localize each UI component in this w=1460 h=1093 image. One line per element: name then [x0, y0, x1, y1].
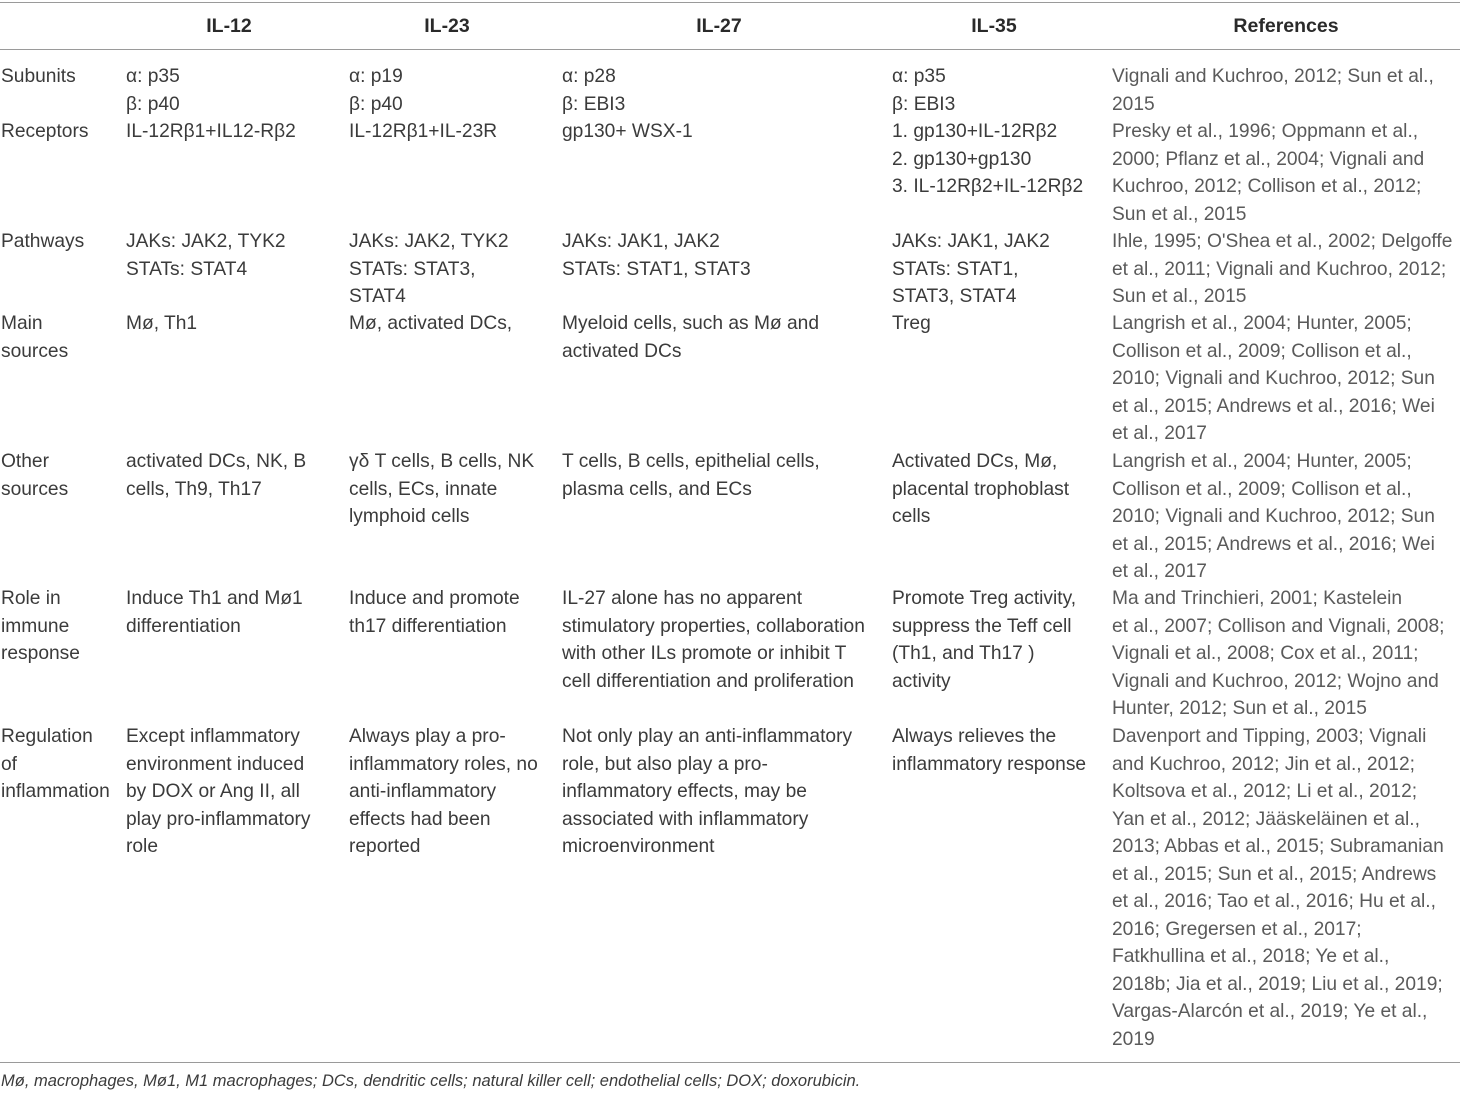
cell-main-sources-il27: Myeloid cells, such as Mø and activated DCs — [562, 313, 819, 362]
cell-subunits-il35: α: p35 β: EBI3 — [892, 66, 956, 115]
cell-other-sources-il27: T cells, B cells, epithelial cells, plasma cells, and ECs — [562, 451, 820, 500]
cell-subunits-references: Vignali and Kuchroo, 2012; Sun et al., 2015 — [1112, 66, 1434, 115]
header-rule — [0, 49, 1460, 50]
cell-role-il23: Induce and promote th17 differentiation — [349, 588, 520, 637]
cell-regulation-il23: Always play a pro- inflammatory roles, no anti-inflammatory effects had been reported — [349, 726, 538, 857]
cell-other-sources-il23: γδ T cells, B cells, NK cells, ECs, innate lymphoid cells — [349, 451, 535, 527]
header-il12: IL-12 — [206, 15, 252, 37]
cell-main-sources-il12: Mø, Th1 — [126, 313, 198, 334]
table-top-rule — [0, 2, 1460, 3]
row-label-main-sources: Main sources — [1, 313, 69, 362]
row-label-subunits: Subunits — [1, 66, 76, 87]
cell-role-references: Ma and Trinchieri, 2001; Kastelein et al., 2007; Collison and Vignali, 2008; Vignali et al., 2008; Cox et al., 2011; Vignali and Kuchroo, 2012; Wojno and Hunter, 2012; Sun et al., 2015 — [1112, 588, 1445, 719]
cell-main-sources-il23: Mø, activated DCs, — [349, 313, 513, 334]
cell-receptors-il35: 1. gp130+IL-12Rβ2 2. gp130+gp130 3. IL-12Rβ2+IL-12Rβ2 — [892, 121, 1084, 197]
row-label-pathways: Pathways — [1, 231, 85, 252]
header-il27: IL-27 — [696, 15, 742, 37]
cell-receptors-il23: IL-12Rβ1+IL-23R — [349, 121, 498, 142]
cell-other-sources-references: Langrish et al., 2004; Hunter, 2005; Collison et al., 2009; Collison et al., 2010; Vignali and Kuchroo, 2012; Sun et al., 2015; Andrews et al., 2016; Wei et al., 2017 — [1112, 451, 1435, 582]
cell-other-sources-il12: activated DCs, NK, B cells, Th9, Th17 — [126, 451, 307, 500]
cell-subunits-il12: α: p35 β: p40 — [126, 66, 180, 115]
cell-main-sources-il35: Treg — [892, 313, 931, 334]
cell-role-il12: Induce Th1 and Mø1 differentiation — [126, 588, 303, 637]
header-il23: IL-23 — [424, 15, 470, 37]
row-label-regulation-of-inflammation: Regulation of inflammation — [1, 726, 110, 802]
cell-regulation-il12: Except inflammatory environment induced by DOX or Ang II, all play pro-inflammatory role — [126, 726, 311, 857]
table-bottom-rule — [0, 1062, 1460, 1063]
cell-role-il35: Promote Treg activity, suppress the Teff cell (Th1, and Th17 ) activity — [892, 588, 1077, 692]
cell-receptors-references: Presky et al., 1996; Oppmann et al., 2000; Pflanz et al., 2004; Vignali and Kuchroo, 2012; Collison et al., 2012; Sun et al., 2015 — [1112, 121, 1425, 225]
row-label-other-sources: Other sources — [1, 451, 69, 500]
row-label-role-in-immune-response: Role in immune response — [1, 588, 80, 664]
cell-pathways-il23: JAKs: JAK2, TYK2 STATs: STAT3, STAT4 — [349, 231, 509, 307]
cell-pathways-references: Ihle, 1995; O'Shea et al., 2002; Delgoffe et al., 2011; Vignali and Kuchroo, 2012; Sun et al., 2015 — [1112, 231, 1453, 307]
cell-subunits-il23: α: p19 β: p40 — [349, 66, 403, 115]
cell-regulation-il35: Always relieves the inflammatory response — [892, 726, 1087, 775]
header-references: References — [1233, 15, 1339, 37]
cell-regulation-references: Davenport and Tipping, 2003; Vignali and Kuchroo, 2012; Jin et al., 2012; Koltsova et al., 2012; Li et al., 2012; Yan et al., 2012; Jääskeläinen et al., 2013; Abbas et al., 2015; Subramanian et al., 2015; Sun et al., 2015; Andrews et al., 2016; Tao et al., 2016; Hu et al., 2016; Gregersen et al., 2017; Fatkhullina et al., 2018; Ye et al., 2018b; Jia et al., 2019; Liu et al., 2019; Vargas-Alarcón et al., 2019; Ye et al., 2019 — [1112, 726, 1444, 1050]
header-il35: IL-35 — [971, 15, 1017, 37]
cell-pathways-il35: JAKs: JAK1, JAK2 STATs: STAT1, STAT3, STAT4 — [892, 231, 1050, 307]
row-label-receptors: Receptors — [1, 121, 89, 142]
cell-pathways-il27: JAKs: JAK1, JAK2 STATs: STAT1, STAT3 — [562, 231, 751, 280]
cell-receptors-il27: gp130+ WSX-1 — [562, 121, 693, 142]
cell-main-sources-references: Langrish et al., 2004; Hunter, 2005; Collison et al., 2009; Collison et al., 2010; Vignali and Kuchroo, 2012; Sun et al., 2015; Andrews et al., 2016; Wei et al., 2017 — [1112, 313, 1435, 444]
cell-subunits-il27: α: p28 β: EBI3 — [562, 66, 626, 115]
cell-regulation-il27: Not only play an anti-inflammatory role, but also play a pro- inflammatory effects, may be associated with inflammatory microenvironment — [562, 726, 853, 857]
cell-receptors-il12: IL-12Rβ1+IL12-Rβ2 — [126, 121, 296, 142]
cell-other-sources-il35: Activated DCs, Mø, placental trophoblast cells — [892, 451, 1070, 527]
cell-pathways-il12: JAKs: JAK2, TYK2 STATs: STAT4 — [126, 231, 286, 280]
cell-role-il27: IL-27 alone has no apparent stimulatory properties, collaboration with other ILs promote or inhibit T cell differentiation and proliferation — [562, 588, 865, 692]
table-footnote: Mø, macrophages, Mø1, M1 macrophages; DCs, dendritic cells; natural killer cell; endothelial cells; DOX; doxorubicin. — [1, 1072, 861, 1090]
